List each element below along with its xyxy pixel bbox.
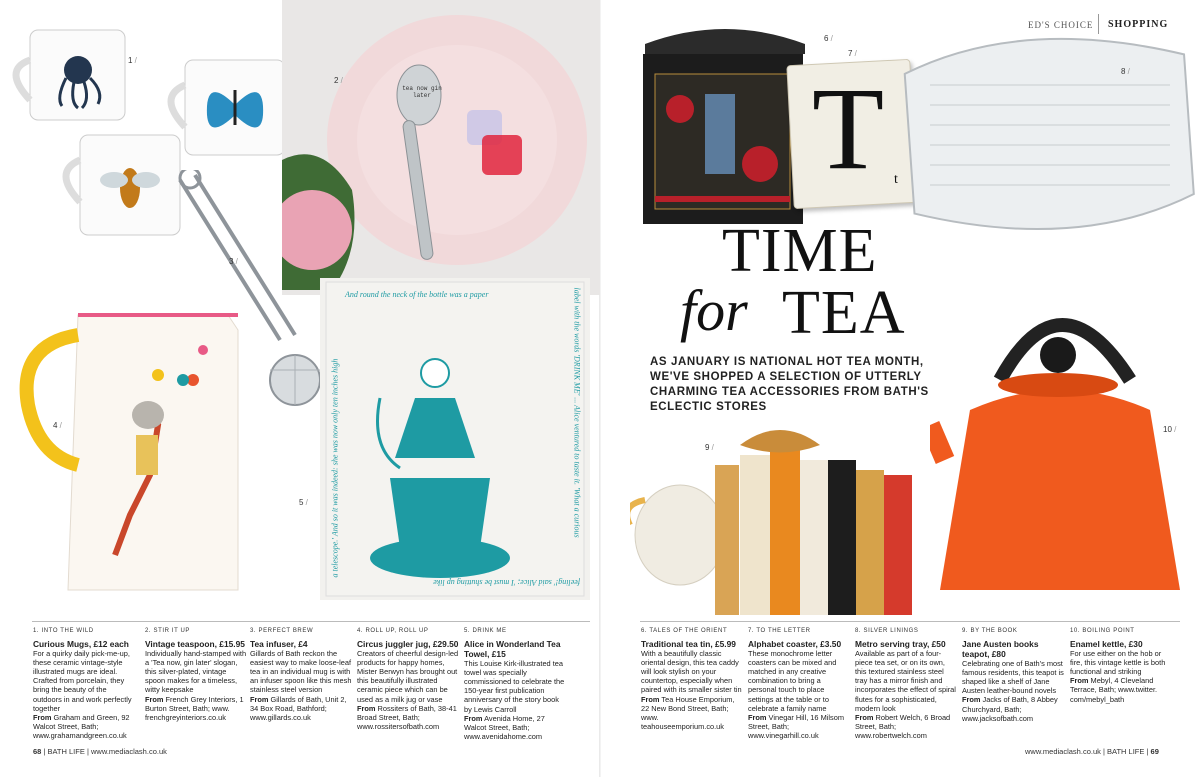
caption-body: Available as part of a four-piece tea set, or on its own, this textured stainless steel tray has a mirror finish and incorporates the effect of spiral flutes for a sophisticated, modern look <box>855 649 956 713</box>
caption-from-label: From <box>33 712 52 722</box>
caption-from: Tea House Emporium, 22 New Bond Street, Bath; www. teahouseemporium.co.uk <box>641 694 735 731</box>
image-number-9: 9 / <box>705 443 714 452</box>
image-number-8: 8 / <box>1121 67 1130 76</box>
caption-kicker: 2. STIR IT UP <box>145 628 191 634</box>
caption-4 <box>357 627 459 731</box>
teaspoon-plate-svg <box>282 0 600 295</box>
footer-right-page-number: 69 <box>1150 747 1159 756</box>
caption-3 <box>250 627 352 722</box>
footer-left: 68 | BATH LIFE | www.mediaclash.co.uk <box>33 747 167 756</box>
headline-time: TIME <box>722 217 878 285</box>
caption-from: Vinegar Hill, 16 Milsom Street, Bath; www.vinegarhill.co.uk <box>748 712 844 740</box>
caption-from-label: From <box>962 695 981 705</box>
image-number-5: 5 / <box>299 498 308 507</box>
caption-kicker: 10. BOILING POINT <box>1070 628 1135 634</box>
caption-from: Robert Welch, 6 Broad Street, Bath; www.robertwelch.com <box>855 712 951 740</box>
caption-kicker: 5. DRINK ME <box>464 628 507 634</box>
footer-right: www.mediaclash.co.uk | BATH LIFE | 69 <box>1025 747 1159 756</box>
spoon-slogan: tea now gin later <box>402 85 442 99</box>
tea-towel-svg <box>320 278 590 600</box>
caption-from: French Grey Interiors, 1 Burton Street, Bath; www. frenchgreyinteriors.co.uk <box>145 694 244 722</box>
caption-title: Tea infuser, £4 <box>250 639 308 650</box>
caption-body: Gillards of Bath reckon the easiest way to make loose-leaf tea in an individual mug is with an infuser spoon like this mesh stainless steel version <box>250 649 352 695</box>
caption-body: These monochrome letter coasters can be mixed and matched in any creative combination to bring a personal touch to place settings at the table or to celebrate a family name <box>748 649 837 713</box>
caption-kicker: 1. INTO THE WILD <box>33 628 94 634</box>
image-number-6: 6 / <box>824 34 833 43</box>
caption-5 <box>464 627 566 741</box>
caption-rule-left <box>32 621 590 622</box>
image-number-1: 1 / <box>128 56 137 65</box>
towel-right-text: label with the words 'DRINK ME' ... Alice ventured to taste it. 'What a curious <box>572 287 582 538</box>
caption-from: Gillards of Bath, Unit 2, 34 Box Road, Bathford; www.gillards.co.uk <box>250 694 347 722</box>
caption-1 <box>33 627 135 740</box>
caption-10 <box>1070 627 1172 704</box>
caption-title: Alphabet coaster, £3.50 <box>748 639 842 650</box>
caption-from-label: From <box>641 694 660 704</box>
caption-kicker: 3. PERFECT BREW <box>250 628 314 634</box>
footer-left-page-number: 68 <box>33 747 42 756</box>
towel-top-text: And round the neck of the bottle was a paper <box>345 290 489 299</box>
caption-body: Individually hand-stamped with a 'Tea now, gin later' slogan, this silver-plated, vintage spoon makes for a timeless, witty keepsake <box>145 649 247 695</box>
caption-title: Vintage teaspoon, £15.95 <box>145 639 245 650</box>
caption-body: Creators of cheerful design-led products for happy homes, Mister Berwyn has brought out this beautifully illustrated ceramic piece which can be used as a milk jug or vase <box>357 649 459 704</box>
caption-8 <box>855 627 957 740</box>
circus-jug-image <box>18 305 268 595</box>
caption-2 <box>145 627 247 722</box>
towel-bottom-text: feeling!' said Alice; 'I must be shutting up like <box>433 578 580 587</box>
caption-from: Graham and Green, 92 Walcot Street, Bath; www.grahamandgreen.co.uk <box>33 712 130 740</box>
caption-from-label: From <box>1070 676 1089 686</box>
caption-title: Circus juggler jug, £29.50 <box>357 639 459 650</box>
caption-from-label: From <box>748 712 767 722</box>
caption-kicker: 9. BY THE BOOK <box>962 628 1018 634</box>
caption-kicker: 7. TO THE LETTER <box>748 628 811 634</box>
headline-for: for <box>680 278 748 343</box>
caption-from: Avenida Home, 27 Walcot Street, Bath; www.avenidahome.com <box>464 713 545 741</box>
footer-right-url: www.mediaclash.co.uk <box>1025 747 1101 756</box>
caption-from-label: From <box>464 713 483 723</box>
footer-left-url: www.mediaclash.co.uk <box>91 747 167 756</box>
caption-kicker: 4. ROLL UP, ROLL UP <box>357 628 429 634</box>
caption-body: Celebrating one of Bath's most famous residents, this teapot is shaped like a shelf of Jane Austen leather-bound novels <box>962 659 1064 696</box>
headline-tea: TEA <box>782 279 906 347</box>
serving-tray-image <box>870 25 1200 275</box>
towel-left-text: a telescope.' And so it was indeed: she was now only ten inches high <box>330 358 340 578</box>
butterfly-icon <box>207 90 263 128</box>
caption-title: Metro serving tray, £50 <box>855 639 946 650</box>
caption-title: Jane Austen books teapot, £80 <box>962 639 1039 660</box>
caption-kicker: 8. SILVER LININGS <box>855 628 919 634</box>
image-number-2: 2 / <box>334 76 343 85</box>
caption-from-label: From <box>357 703 376 713</box>
tea-towel-image <box>320 278 590 600</box>
image-number-10: 10 / <box>1163 425 1176 434</box>
caption-from-label: From <box>855 712 874 722</box>
caption-body: With a beautifully classic oriental design, this tea caddy will look stylish on your countertop, especially when paired with its smaller sister tin <box>641 649 742 695</box>
caption-9 <box>962 627 1064 723</box>
standfirst: AS JANUARY IS NATIONAL HOT TEA MONTH, WE'VE SHOPPED A SELECTION OF UTTERLY CHARMING TEA ACCESSORIES FROM BATH'S ECLECTIC STORES <box>650 356 929 413</box>
caption-title: Enamel kettle, £30 <box>1070 639 1143 650</box>
image-number-7: 7 / <box>848 49 857 58</box>
caption-from: Mebyl, 4 Cleveland Terrace, Bath; www.twitter. com/mebyl_bath <box>1070 676 1158 704</box>
caption-title: Curious Mugs, £12 each <box>33 639 129 650</box>
caption-from: Jacks of Bath, 8 Abbey Churchyard, Bath; www.jacksofbath.com <box>962 695 1058 723</box>
enamel-kettle-image <box>930 300 1190 610</box>
teaspoon-image <box>282 0 600 295</box>
image-number-3: 3 / <box>229 257 238 266</box>
caption-rule-right <box>640 621 1180 622</box>
caption-6 <box>641 627 743 731</box>
coaster-letter-big: T <box>812 63 885 194</box>
caption-title: Traditional tea tin, £5.99 <box>641 639 736 650</box>
footer-right-magazine: BATH LIFE <box>1107 747 1145 756</box>
footer-left-magazine: BATH LIFE <box>47 747 85 756</box>
caption-kicker: 6. TALES OF THE ORIENT <box>641 628 728 634</box>
caption-from-label: From <box>145 694 164 704</box>
caption-body: For a quirky daily pick-me-up, these ceramic vintage-style illustrated mugs are ideal. Crafted from porcelain, they bring the beauty of the outdoors in and work perfectly together <box>33 649 132 713</box>
image-number-4: 4 / <box>53 421 62 430</box>
caption-7 <box>748 627 850 740</box>
books-teapot-image <box>630 415 930 615</box>
header-divider <box>1098 14 1099 34</box>
coaster-letter-small: t <box>894 172 898 187</box>
caption-from-label: From <box>250 694 269 704</box>
caption-body: This Louise Kirk-illustrated tea towel was specially commissioned to celebrate the 150-year first publication anniversary of the story book by Lewis Carroll <box>464 659 565 714</box>
eds-choice-label: ED'S CHOICE <box>1028 20 1094 30</box>
caption-from: Rossiters of Bath, 38-41 Broad Street, Bath; www.rossitersofbath.com <box>357 703 457 731</box>
caption-title: Alice in Wonderland Tea Towel, £15 <box>464 639 561 660</box>
section-label: SHOPPING <box>1108 19 1169 30</box>
caption-body: For use either on the hob or fire, this vintage kettle is both functional and striking <box>1070 649 1166 677</box>
